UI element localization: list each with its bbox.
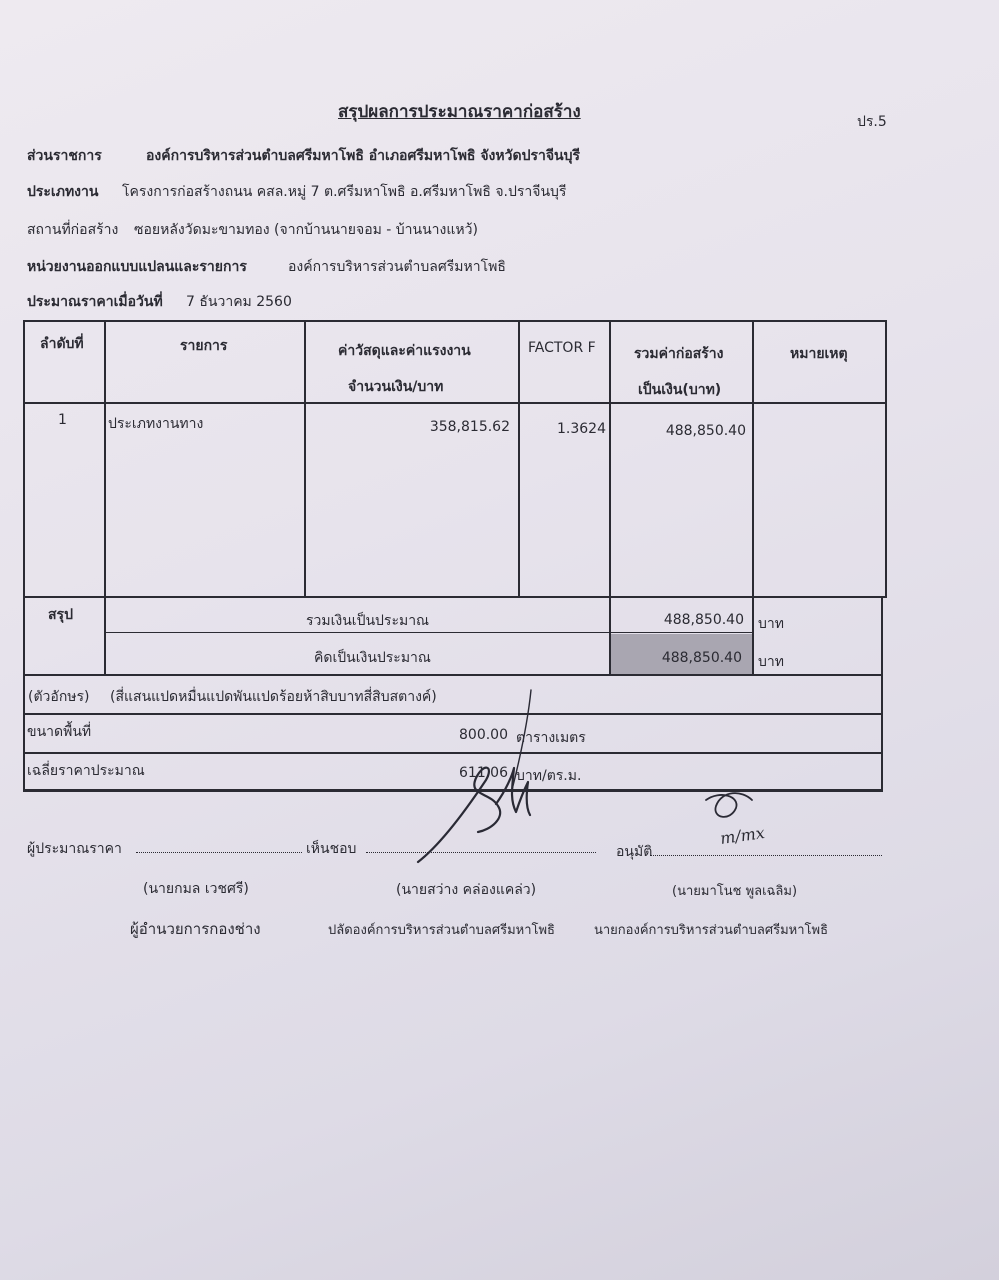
site-label: สถานที่ก่อสร้าง	[27, 222, 119, 238]
approve-label: อนุมัติ	[616, 844, 653, 860]
header-factor: FACTOR F	[528, 340, 596, 356]
agency-value: องค์การบริหารส่วนตำบลศรีมหาโพธิ อำเภอศรีมหาโพธิ จังหวัดปราจีนบุรี	[146, 148, 581, 164]
agree-name: (นายสว่าง คล่องแคล่ว)	[396, 882, 537, 898]
area-unit: ตารางเมตร	[516, 730, 586, 746]
header-total-line1: รวมค่าก่อสร้าง	[634, 346, 724, 362]
date-value: 7 ธันวาคม 2560	[186, 294, 292, 310]
calc-label: คิดเป็นเงินประมาณ	[314, 650, 431, 666]
header-cost-line2: จำนวนเงิน/บาท	[348, 379, 444, 395]
calc-value: 488,850.40	[661, 650, 742, 666]
avg-unit: บาท/ตร.ม.	[516, 768, 582, 784]
header-remark: หมายเหตุ	[790, 346, 848, 362]
sum-value: 488,850.40	[663, 612, 744, 628]
worktype-value: โครงการก่อสร้างถนน คสล.หมู่ 7 ต.ศรีมหาโพธิ อ.ศรีมหาโพธิ จ.ปราจีนบุรี	[122, 184, 567, 200]
row-factor: 1.3624	[557, 421, 606, 437]
row-item: ประเภทงานทาง	[108, 416, 204, 432]
header-cost-line1: ค่าวัสดุและค่าแรงงาน	[338, 343, 471, 359]
row-order: 1	[58, 412, 67, 428]
avg-label: เฉลี่ยราคาประมาณ	[27, 763, 145, 779]
document-title: สรุปผลการประมาณราคาก่อสร้าง	[338, 102, 581, 122]
row-total: 488,850.40	[665, 423, 746, 439]
agree-position: ปลัดองค์การบริหารส่วนตำบลศรีมหาโพธิ	[328, 923, 555, 938]
worktype-label: ประเภทงาน	[27, 184, 99, 200]
summary-label: สรุป	[48, 607, 73, 623]
sum-label: รวมเงินเป็นประมาณ	[306, 613, 430, 629]
agree-label: เห็นชอบ	[306, 841, 357, 857]
sum-unit: บาท	[758, 616, 784, 632]
approve-position: นายกองค์การบริหารส่วนตำบลศรีมหาโพธิ	[594, 923, 829, 938]
agency-label: ส่วนราชการ	[27, 148, 102, 164]
approve-signature	[706, 793, 752, 817]
approve-mark: m/mx	[718, 822, 766, 849]
form-code: ปร.5	[857, 114, 887, 130]
estimator-name: (นายกมล เวชศรี)	[143, 881, 249, 897]
area-value: 800.00	[459, 727, 508, 743]
designer-value: องค์การบริหารส่วนตำบลศรีมหาโพธิ	[288, 259, 506, 275]
header-total-line2: เป็นเงิน(บาท)	[638, 382, 722, 398]
estimator-label: ผู้ประมาณราคา	[27, 841, 122, 857]
header-item: รายการ	[180, 338, 228, 354]
area-label: ขนาดพื้นที่	[27, 724, 92, 740]
site-value: ซอยหลังวัดมะขามทอง (จากบ้านนายจอม - บ้านนางแหว้)	[134, 222, 478, 238]
approve-name: (นายมาโนช พูลเฉลิม)	[672, 884, 798, 899]
designer-label: หน่วยงานออกแบบแปลนและรายการ	[27, 259, 247, 275]
avg-value: 611.06	[459, 765, 508, 781]
words-label: (ตัวอักษร)	[28, 689, 90, 705]
agree-signature	[418, 768, 530, 862]
estimator-position: ผู้อำนวยการกองช่าง	[130, 920, 261, 938]
words-value: (สี่แสนแปดหมื่นแปดพันแปดร้อยห้าสิบบาทสี่สิบสตางค์)	[110, 689, 437, 705]
row-cost: 358,815.62	[429, 419, 510, 435]
date-label: ประมาณราคาเมื่อวันที่	[27, 294, 163, 310]
header-order: ลำดับที่	[40, 336, 84, 352]
calc-unit: บาท	[758, 654, 784, 670]
